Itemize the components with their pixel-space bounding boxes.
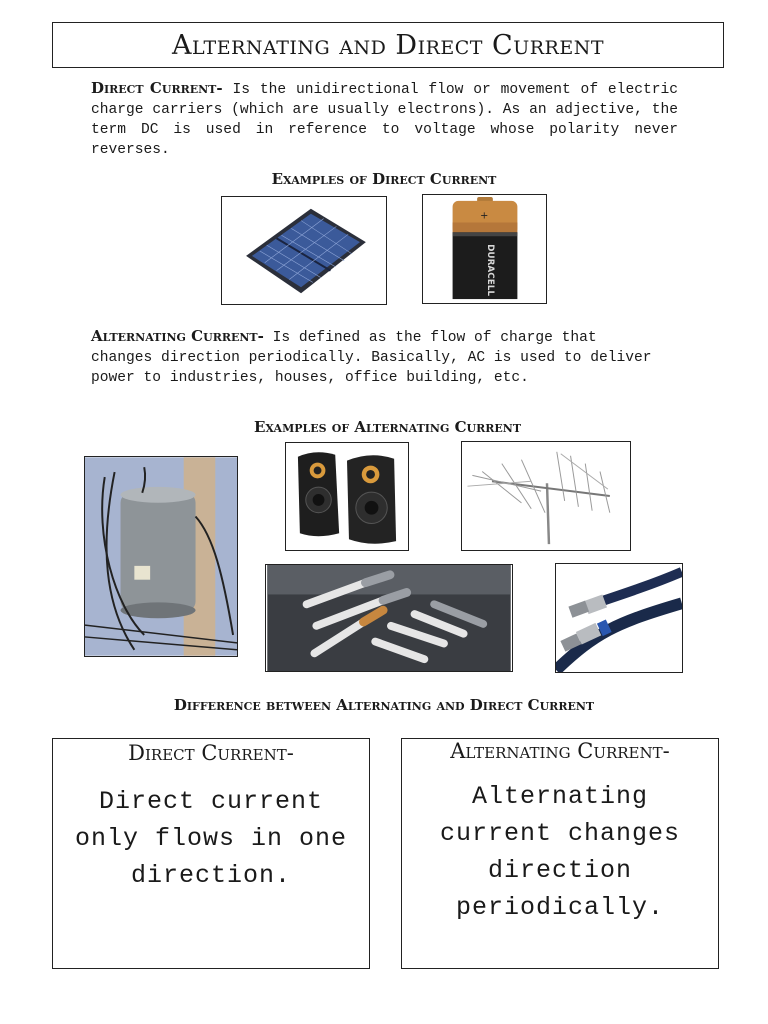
transformer-icon: [85, 457, 237, 656]
svg-text:+: +: [480, 210, 489, 222]
difference-heading: Difference between Alternating and Direct Current: [173, 696, 595, 714]
antenna-image: [461, 441, 631, 551]
spark-plugs-image: [265, 564, 513, 672]
dc-comparison-text: Direct current only flows in one direction.: [74, 787, 348, 890]
speaker-icon: [286, 443, 408, 550]
ac-examples-heading: Examples of Alternating Current: [253, 418, 522, 436]
battery-icon: [423, 195, 546, 303]
dc-comparison-title: Direct Current-: [128, 741, 294, 765]
ac-definition: [91, 326, 661, 388]
solar-panel-icon: [222, 197, 386, 304]
ac-definition-text: Is defined as the flow of charge that changes direction periodically. Basically, AC is used to deliver power to industries, houses, office building, etc.: [91, 330, 652, 386]
page-title: Alternating and Direct Current: [171, 29, 605, 61]
dc-comparison-box: [52, 738, 370, 969]
coax-cable-image: [555, 563, 683, 673]
transformer-image: [84, 456, 238, 657]
dc-lead: Direct Current-: [91, 79, 223, 97]
dc-definition: [91, 78, 678, 160]
dc-examples-heading: Examples of Direct Current: [271, 170, 497, 188]
ac-comparison-text: Alternating current changes direction periodically.: [439, 782, 681, 922]
antenna-icon: [462, 442, 630, 550]
ac-comparison-box: [401, 738, 719, 969]
ac-comparison-title: Alternating Current-: [450, 739, 670, 763]
ac-lead: Alternating Current-: [91, 327, 264, 345]
solar-panel-image: [221, 196, 387, 305]
battery-brand: DURACELL: [484, 244, 495, 296]
coax-cable-icon: [556, 564, 682, 672]
dc-definition-text: Is the unidirectional flow or movement of electric charge carriers (which are usually electrons). As an adjective, the term DC is used in reference to voltage whose polarity never reverses.: [91, 82, 678, 158]
page-title-box: [52, 22, 724, 68]
battery-image: [422, 194, 547, 304]
speakers-image: [285, 442, 409, 551]
spark-plug-icon: [266, 565, 512, 671]
